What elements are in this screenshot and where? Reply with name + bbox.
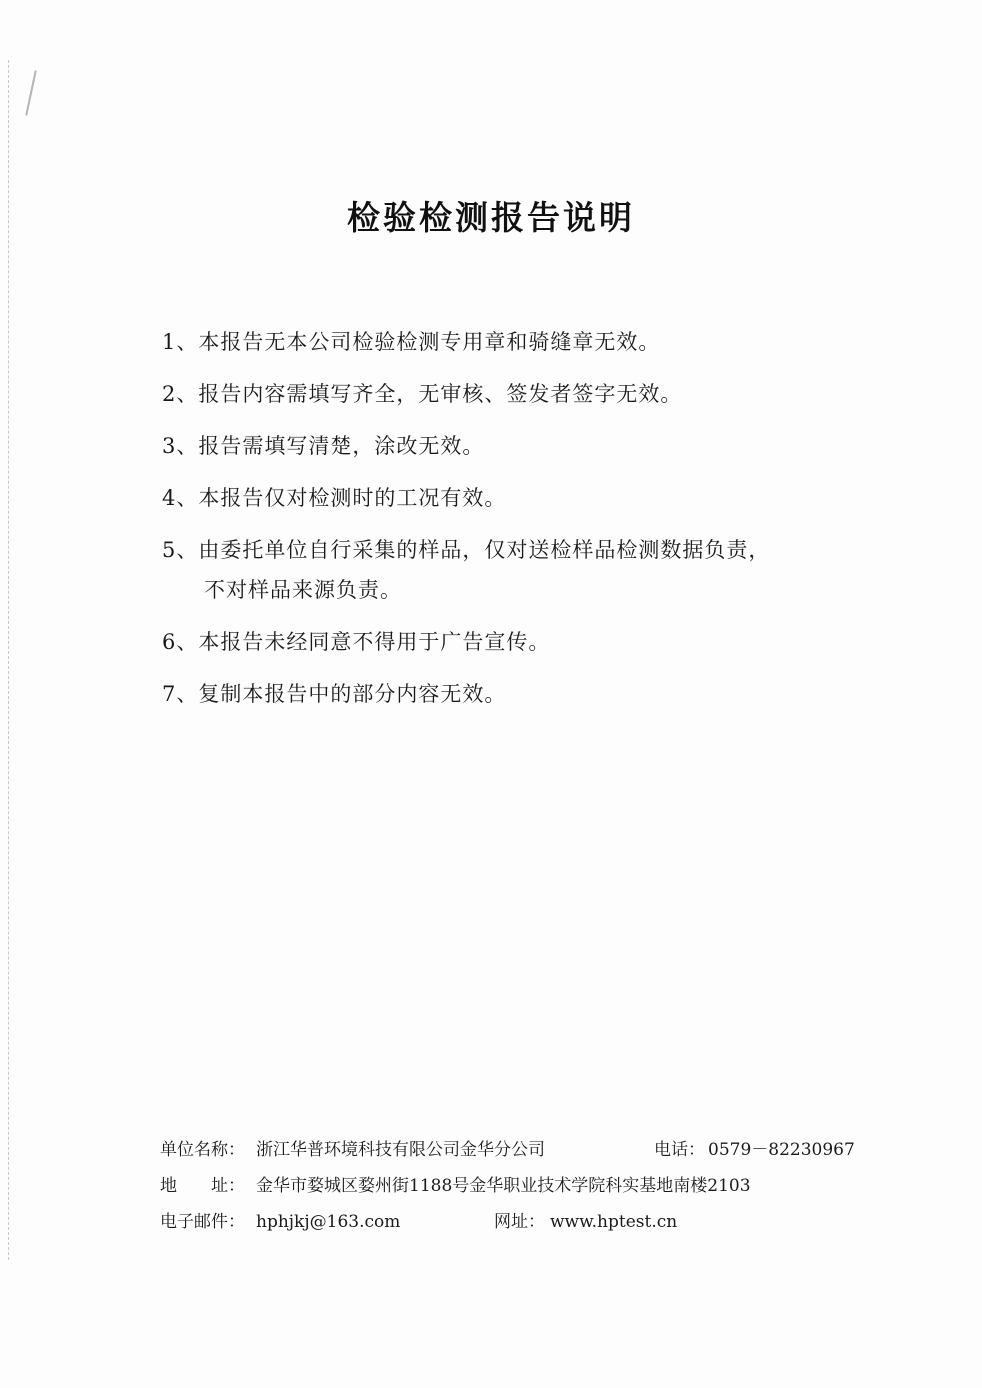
- address-value: 金华市婺城区婺州街1188号金华职业技术学院科实基地南楼2103: [256, 1176, 751, 1196]
- company-name: 浙江华普环境科技有限公司金华分公司: [256, 1140, 545, 1160]
- note-item: [162, 426, 922, 466]
- company-label: 单位名称：: [160, 1140, 245, 1160]
- page-title: 检验检测报告说明: [347, 198, 635, 237]
- note-text-continued: 不对样品来源负责。: [204, 578, 402, 602]
- note-text: 5、由委托单位自行采集的样品，仅对送检样品检测数据负责，: [162, 538, 771, 562]
- note-text: 6、本报告未经同意不得用于广告宣传。: [162, 630, 551, 654]
- note-text: 3、报告需填写清楚，涂改无效。: [162, 434, 485, 458]
- footer-row-contact: [160, 1204, 880, 1240]
- email-link[interactable]: hphjkj@163.com: [256, 1212, 401, 1232]
- note-item: [162, 374, 922, 414]
- footer-row-company: [160, 1132, 880, 1168]
- email-label: 电子邮件：: [160, 1212, 245, 1232]
- note-item: [162, 674, 922, 714]
- note-item: [162, 322, 922, 362]
- note-item: [162, 622, 922, 662]
- note-text: 7、复制本报告中的部分内容无效。: [162, 682, 507, 706]
- scan-mark: [25, 70, 37, 115]
- footer-row-address: [160, 1168, 880, 1204]
- note-text: 1、本报告无本公司检验检测专用章和骑缝章无效。: [162, 330, 661, 354]
- website-label: 网址：: [494, 1212, 545, 1232]
- website-link[interactable]: www.hptest.cn: [550, 1212, 678, 1232]
- contact-footer: [160, 1132, 880, 1240]
- phone-label: 电话：: [654, 1140, 705, 1160]
- note-item: [162, 530, 922, 610]
- note-item: [162, 478, 922, 518]
- notes-list: [162, 322, 922, 726]
- note-text: 2、报告内容需填写齐全，无审核、签发者签字无效。: [162, 382, 683, 406]
- address-label: 地 址：: [160, 1176, 245, 1196]
- note-text: 4、本报告仅对检测时的工况有效。: [162, 486, 507, 510]
- binding-edge-artifact: [8, 60, 9, 1260]
- phone-number: 0579－82230967: [708, 1140, 855, 1160]
